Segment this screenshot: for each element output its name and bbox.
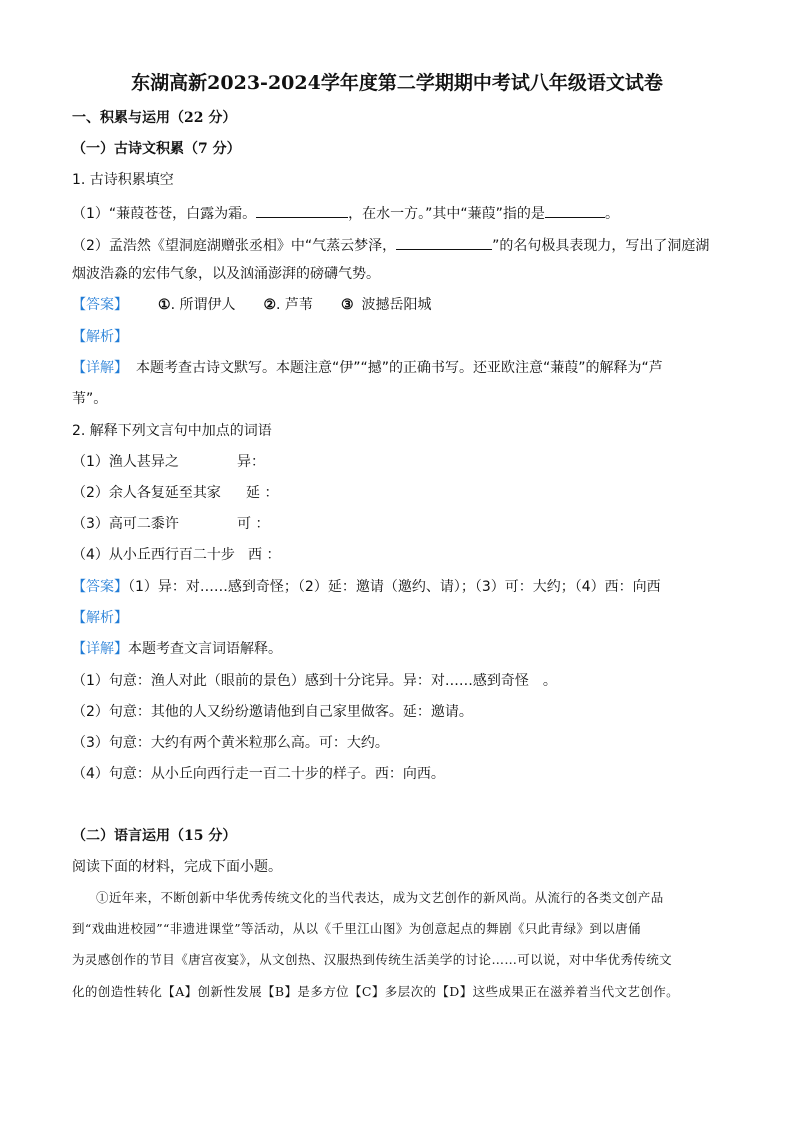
answer-text: . 所谓伊人 [170, 297, 236, 313]
item-sentence: （1）渔人甚异之 [72, 454, 179, 470]
answer-line [72, 295, 432, 315]
item-word: 延 ： [246, 485, 279, 501]
answer-number: ② [263, 297, 277, 313]
item-sentence: （4）从小丘西行百二十步 [72, 547, 235, 563]
passage-line: 为灵感创作的节目《唐宫夜宴》，从文创热、汉服热到传统生活美学的讨论……可以说，对中华优秀传统文 [72, 952, 673, 967]
item-text: 。 [604, 206, 619, 222]
detail-text: 本题考查文言词语解释。 [128, 641, 282, 657]
item-text: 烟波浩淼的宏伟气象，以及汹涌澎湃的磅礴气势。 [72, 266, 380, 282]
question-item [72, 452, 265, 472]
passage-line: 到“戏曲进校园”“非遗进课堂”等活动，从以《千里江山图》为创意起点的舞剧《只此青绿》到以唐俑 [72, 921, 641, 936]
item-word: 异： [237, 454, 265, 470]
item-text: ”的名句极具表现力，写出了洞庭湖 [492, 238, 710, 254]
analysis-tag: 【解析】 [72, 610, 128, 626]
answer-text: . 芦苇 [276, 297, 313, 313]
item-word: 可 ： [237, 516, 270, 532]
passage-line: 化的创造性转化【A】创新性发展【B】是多方位【C】多层次的【D】这些成果正在滋养着当代文艺创作。 [72, 984, 680, 999]
detail-line [72, 639, 282, 659]
analysis-tag: 【解析】 [72, 329, 128, 345]
answer-line [72, 577, 661, 597]
detail-tag: 【详解】 [72, 641, 128, 657]
detail-line [72, 358, 663, 378]
answer-blank [256, 202, 348, 218]
question-stem: 2. 解释下列文言句中加点的词语 [72, 423, 272, 439]
item-text: （1）“蒹葭苍苍，白露为霜。 [72, 206, 257, 222]
explanation-line: （4）句意：从小丘向西行走一百二十步的样子。西：向西。 [72, 766, 445, 782]
question-item [72, 514, 270, 534]
answer-blank [545, 202, 605, 218]
page-title: 东湖高新2023-2024学年度第二学期期中考试八年级语文试卷 [131, 72, 663, 94]
item-word: 西 ： [248, 547, 281, 563]
item-text: ，在水一方。”其中“蒹葭”指的是 [348, 206, 545, 222]
section-heading: 一、积累与运用（22 分） [72, 110, 237, 126]
answer-tag: 【答案】 [72, 579, 128, 595]
explanation-line: （2）句意：其他的人又纷纷邀请他到自己家里做客。延：邀请。 [72, 704, 473, 720]
item-sentence: （2）余人各复延至其家 [72, 485, 221, 501]
item-text: （2）孟浩然《望洞庭湖赠张丞相》中“气蒸云梦泽， [72, 238, 397, 254]
reading-intro: 阅读下面的材料，完成下面小题。 [72, 859, 282, 875]
detail-text: 苇”。 [72, 391, 108, 407]
item-sentence: （3）高可二黍许 [72, 516, 179, 532]
subsection-heading: （二）语言运用（15 分） [72, 828, 237, 844]
answer-number: ③ [340, 297, 354, 313]
subsection-heading: （一）古诗文积累（7 分） [72, 141, 241, 157]
answer-tag: 【答案】 [72, 297, 128, 313]
answer-blank [396, 234, 492, 250]
question-item [72, 483, 279, 503]
question-item [72, 202, 619, 224]
detail-text: 本题考查古诗文默写。本题注意“伊”“撼”的正确书写。还亚欧注意“蒹葭”的解释为“芦 [136, 360, 663, 376]
question-item [72, 545, 281, 565]
detail-tag: 【详解】 [72, 360, 128, 376]
question-item [72, 234, 709, 256]
question-stem: 1. 古诗积累填空 [72, 172, 174, 188]
passage-line: ①近年来，不断创新中华优秀传统文化的当代表达，成为文艺创作的新风尚。从流行的各类文创产品 [96, 890, 664, 905]
answer-number: ① [158, 297, 171, 313]
answer-text: （1）异：对……感到奇怪；（2）延：邀请（邀约、请）；（3）可：大约；（4）西：向西 [128, 579, 661, 595]
explanation-line: （3）句意：大约有两个黄米粒那么高。可：大约。 [72, 735, 389, 751]
answer-text: 波撼岳阳城 [361, 297, 432, 313]
explanation-line: （1）句意：渔人对此（眼前的景色）感到十分诧异。异：对……感到奇怪 。 [72, 673, 557, 689]
